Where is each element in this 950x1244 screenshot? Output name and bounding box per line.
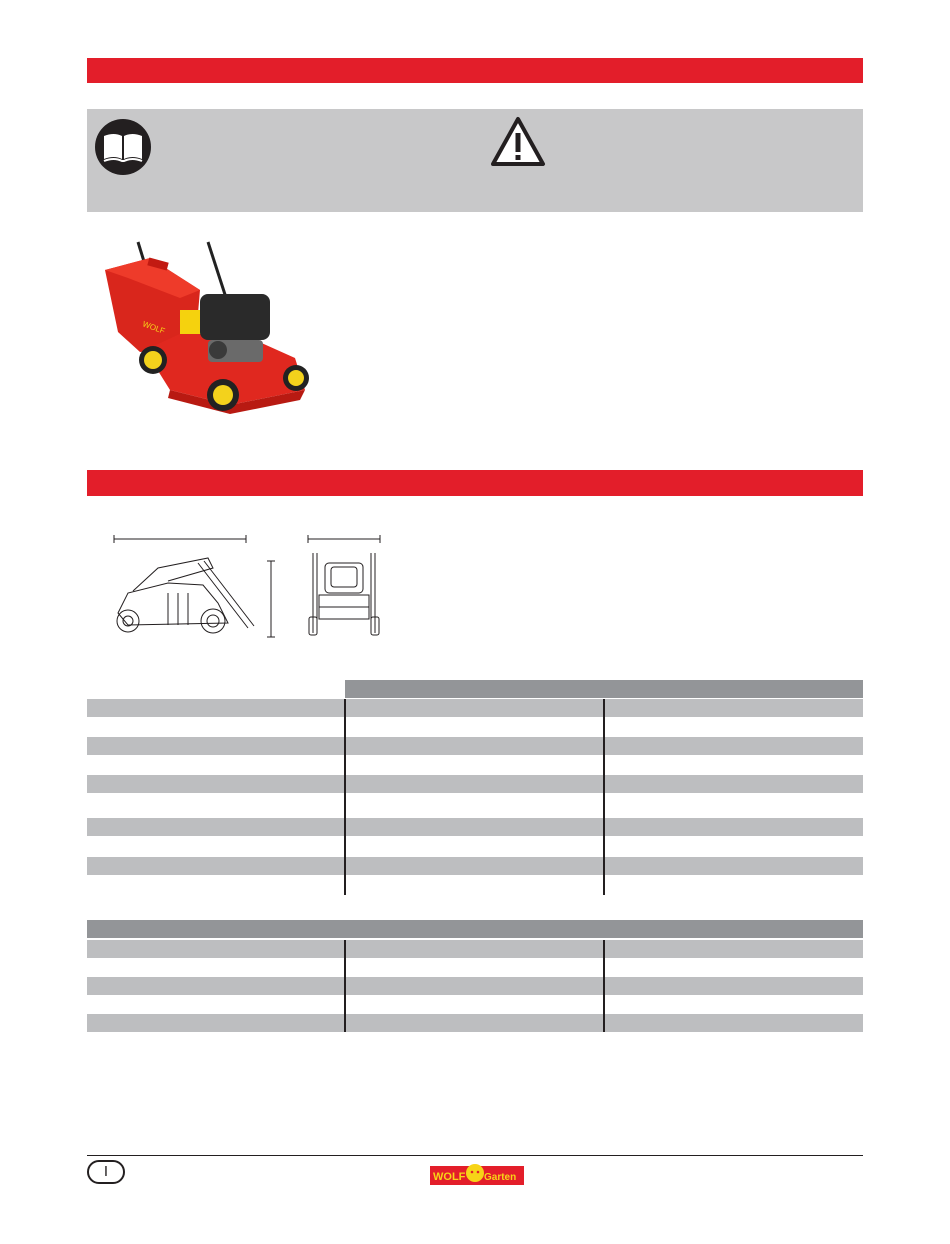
section-header-bar-top bbox=[87, 58, 863, 83]
table2-column-divider bbox=[603, 940, 605, 1032]
section-header-bar-technical bbox=[87, 470, 863, 496]
footer-rule bbox=[87, 1155, 863, 1156]
dimension-side-view-diagram bbox=[108, 533, 280, 641]
manual-book-icon bbox=[94, 118, 152, 176]
dimension-front-view-diagram bbox=[303, 533, 385, 641]
table2-row bbox=[87, 940, 863, 958]
table2-header-band bbox=[87, 920, 863, 938]
table1-column-divider bbox=[603, 699, 605, 895]
svg-text:WOLF: WOLF bbox=[433, 1171, 466, 1183]
table2-row bbox=[87, 977, 863, 995]
svg-text:WOLF: WOLF bbox=[141, 319, 167, 336]
table1-row bbox=[87, 857, 863, 875]
table1-row bbox=[87, 818, 863, 836]
table1-header-band bbox=[345, 680, 863, 698]
table2-row bbox=[87, 1014, 863, 1032]
language-badge: I bbox=[87, 1160, 125, 1184]
table1-column-divider bbox=[344, 699, 346, 895]
svg-text:Garten: Garten bbox=[484, 1172, 517, 1183]
table1-row bbox=[87, 737, 863, 755]
warning-triangle-icon bbox=[490, 116, 546, 168]
lawn-mower-image bbox=[100, 240, 315, 420]
table1-row bbox=[87, 775, 863, 793]
table1-row bbox=[87, 699, 863, 717]
wolf-garten-logo bbox=[430, 1163, 524, 1187]
table2-column-divider bbox=[344, 940, 346, 1032]
safety-notice-box bbox=[87, 109, 863, 212]
